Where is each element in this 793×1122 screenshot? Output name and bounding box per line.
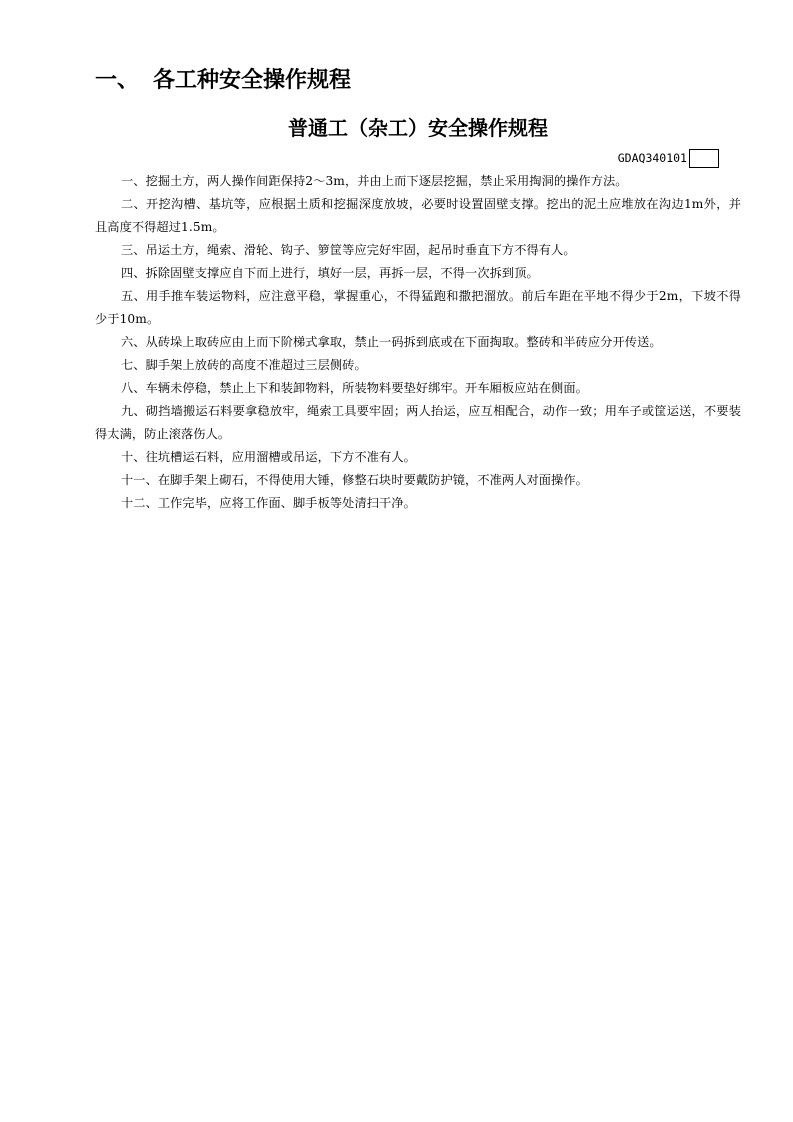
document-code-row bbox=[95, 148, 741, 168]
regulation-item: 十、往坑槽运石料，应用溜槽或吊运，下方不准有人。 bbox=[121, 450, 416, 464]
regulation-item: 九、砌挡墙搬运石料要拿稳放牢，绳索工具要牢固；两人抬运，应互相配合，动作一致；用车子或筐运送，不要装得太满，防止滚落伤人。 bbox=[95, 404, 741, 441]
document-code-box bbox=[689, 149, 719, 168]
document-title: 普通工（杂工）安全操作规程 bbox=[288, 116, 548, 140]
section-heading bbox=[95, 64, 741, 98]
regulation-item: 四、拆除固壁支撑应自下而上进行，填好一层，再拆一层，不得一次拆到顶。 bbox=[121, 266, 539, 280]
regulation-item: 六、从砖垛上取砖应由上而下阶梯式拿取，禁止一码拆到底或在下面掏取。整砖和半砖应分开传送。 bbox=[121, 335, 662, 349]
regulation-item: 五、用手推车装运物料，应注意平稳，掌握重心，不得猛跑和撒把溜放。前后车距在平地不得少于2m，下坡不得少于10m。 bbox=[95, 289, 741, 326]
regulation-item: 七、脚手架上放砖的高度不准超过三层侧砖。 bbox=[121, 358, 367, 372]
regulation-body bbox=[95, 170, 741, 515]
section-title: 各工种安全操作规程 bbox=[153, 68, 352, 93]
section-number: 一、 bbox=[95, 68, 140, 93]
regulation-item: 一、挖掘土方，两人操作间距保持2～3m，并由上而下逐层挖掘，禁止采用掏洞的操作方法。 bbox=[121, 174, 628, 188]
document-code: GDAQ340101 bbox=[617, 151, 687, 165]
regulation-item: 十二、工作完毕，应将工作面、脚手板等处清扫干净。 bbox=[121, 496, 416, 510]
regulation-item: 八、车辆未停稳，禁止上下和装卸物料，所装物料要垫好绑牢。开车厢板应站在侧面。 bbox=[121, 381, 588, 395]
regulation-item: 二、开挖沟槽、基坑等，应根据土质和挖掘深度放坡，必要时设置固壁支撑。挖出的泥土应堆放在沟边1m外，并且高度不得超过1.5m。 bbox=[95, 197, 741, 234]
regulation-item: 十一、在脚手架上砌石，不得使用大锤，修整石块时要戴防护镜，不准两人对面操作。 bbox=[121, 473, 588, 487]
regulation-item: 三、吊运土方，绳索、滑轮、钩子、箩筐等应完好牢固，起吊时垂直下方不得有人。 bbox=[121, 243, 576, 257]
